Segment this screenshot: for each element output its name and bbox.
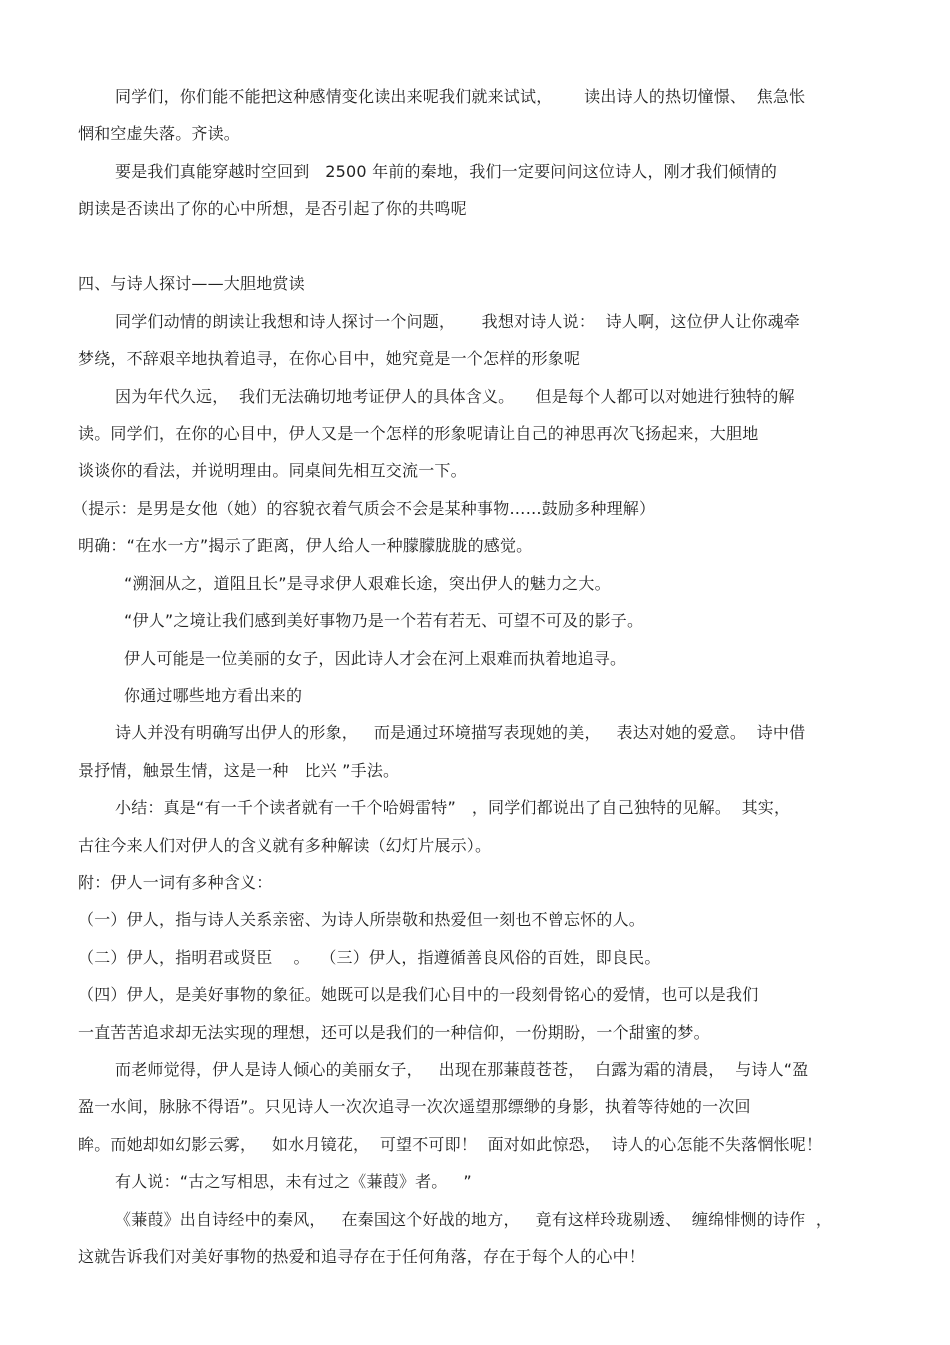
- text-line: 小结：真是“有一千个读者就有一千个哈姆雷特” ，同学们都说出了自己独特的见解。 其实，: [115, 798, 791, 817]
- text-line: 这就告诉我们对美好事物的热爱和追寻存在于任何角落，存在于每个人的心中！: [78, 1247, 646, 1266]
- text-line: 你通过哪些地方看出来的: [124, 686, 303, 705]
- text-line: 读。同学们，在你的心目中，伊人又是一个怎样的形象呢请让自己的神思再次飞扬起来，大胆地: [78, 424, 759, 443]
- text-line: 明确：“在水一方”揭示了距离，伊人给人一种朦朦胧胧的感觉。: [78, 536, 533, 555]
- text-line: 而老师觉得，伊人是诗人倾心的美丽女子， 出现在那蒹葭苍苍， 白露为霜的清晨， 与诗人“盈: [115, 1060, 809, 1079]
- text-line: 朗读是否读出了你的心中所想，是否引起了你的共鸣呢: [78, 199, 467, 218]
- text-line: 诗人并没有明确写出伊人的形象， 而是通过环境描写表现她的美， 表达对她的爱意。 诗中借: [115, 723, 806, 742]
- text-line: 附：伊人一词有多种含义：: [78, 873, 273, 892]
- text-line: 同学们动情的朗读让我想和诗人探讨一个问题， 我想对诗人说： 诗人啊，这位伊人让你魂牵: [115, 312, 801, 331]
- text-line: 惘和空虚失落。齐读。: [78, 124, 241, 143]
- text-line: 一直苦苦追求却无法实现的理想，还可以是我们的一种信仰，一份期盼，一个甜蜜的梦。: [78, 1023, 710, 1042]
- section-heading: 四、与诗人探讨——大胆地赏读: [78, 274, 305, 293]
- hint-line: （提示：是男是女他（她）的容貌衣着气质会不会是某种事物……鼓励多种理解）: [72, 499, 656, 518]
- text-line: 《蒹葭》出自诗经中的秦风， 在秦国这个好战的地方， 竟有这样玲珑剔透、 缠绵悱恻的诗作 ，: [115, 1210, 833, 1229]
- text-line: 景抒情，触景生情，这是一种 比兴 ”手法。: [78, 761, 400, 780]
- text-line: 同学们，你们能不能把这种感情变化读出来呢我们就来试试， 读出诗人的热切憧憬、 焦急怅: [115, 87, 806, 106]
- text-line: 眸。而她却如幻影云雾， 如水月镜花， 可望不可即！ 面对如此惊恐， 诗人的心怎能不失落惘怅呢！: [78, 1135, 823, 1154]
- list-item: （四）伊人，是美好事物的象征。她既可以是我们心目中的一段刻骨铭心的爱情，也可以是我们: [78, 985, 759, 1004]
- text-line: 梦绕，不辞艰辛地执着追寻，在你心目中，她究竟是一个怎样的形象呢: [78, 349, 581, 368]
- text-line: 要是我们真能穿越时空回到 2500 年前的秦地，我们一定要问问这位诗人，刚才我们倾情的: [115, 162, 778, 181]
- text-line: 因为年代久远， 我们无法确切地考证伊人的具体含义。 但是每个人都可以对她进行独特的解: [115, 387, 795, 406]
- list-item: （二）伊人，指明君或贤臣 。 （三）伊人，指遵循善良风俗的百姓，即良民。: [78, 948, 661, 967]
- text-line: 伊人可能是一位美丽的女子，因此诗人才会在河上艰难而执着地追寻。: [124, 649, 627, 668]
- list-item: （一）伊人，指与诗人关系亲密、为诗人所崇敬和热爱但一刻也不曾忘怀的人。: [78, 910, 646, 929]
- text-line: 有人说：“古之写相思，未有过之《蒹葭》者。 ”: [115, 1172, 472, 1191]
- text-line: 谈谈你的看法，并说明理由。同桌间先相互交流一下。: [78, 461, 467, 480]
- text-line: “伊人”之境让我们感到美好事物乃是一个若有若无、可望不可及的影子。: [124, 611, 644, 630]
- text-line: “溯洄从之，道阻且长”是寻求伊人艰难长途，突出伊人的魅力之大。: [124, 574, 611, 593]
- text-line: 古往今来人们对伊人的含义就有多种解读（幻灯片展示）。: [78, 836, 492, 855]
- text-line: 盈一水间，脉脉不得语”。只见诗人一次次追寻一次次遥望那缥缈的身影，执着等待她的一次回: [78, 1097, 751, 1116]
